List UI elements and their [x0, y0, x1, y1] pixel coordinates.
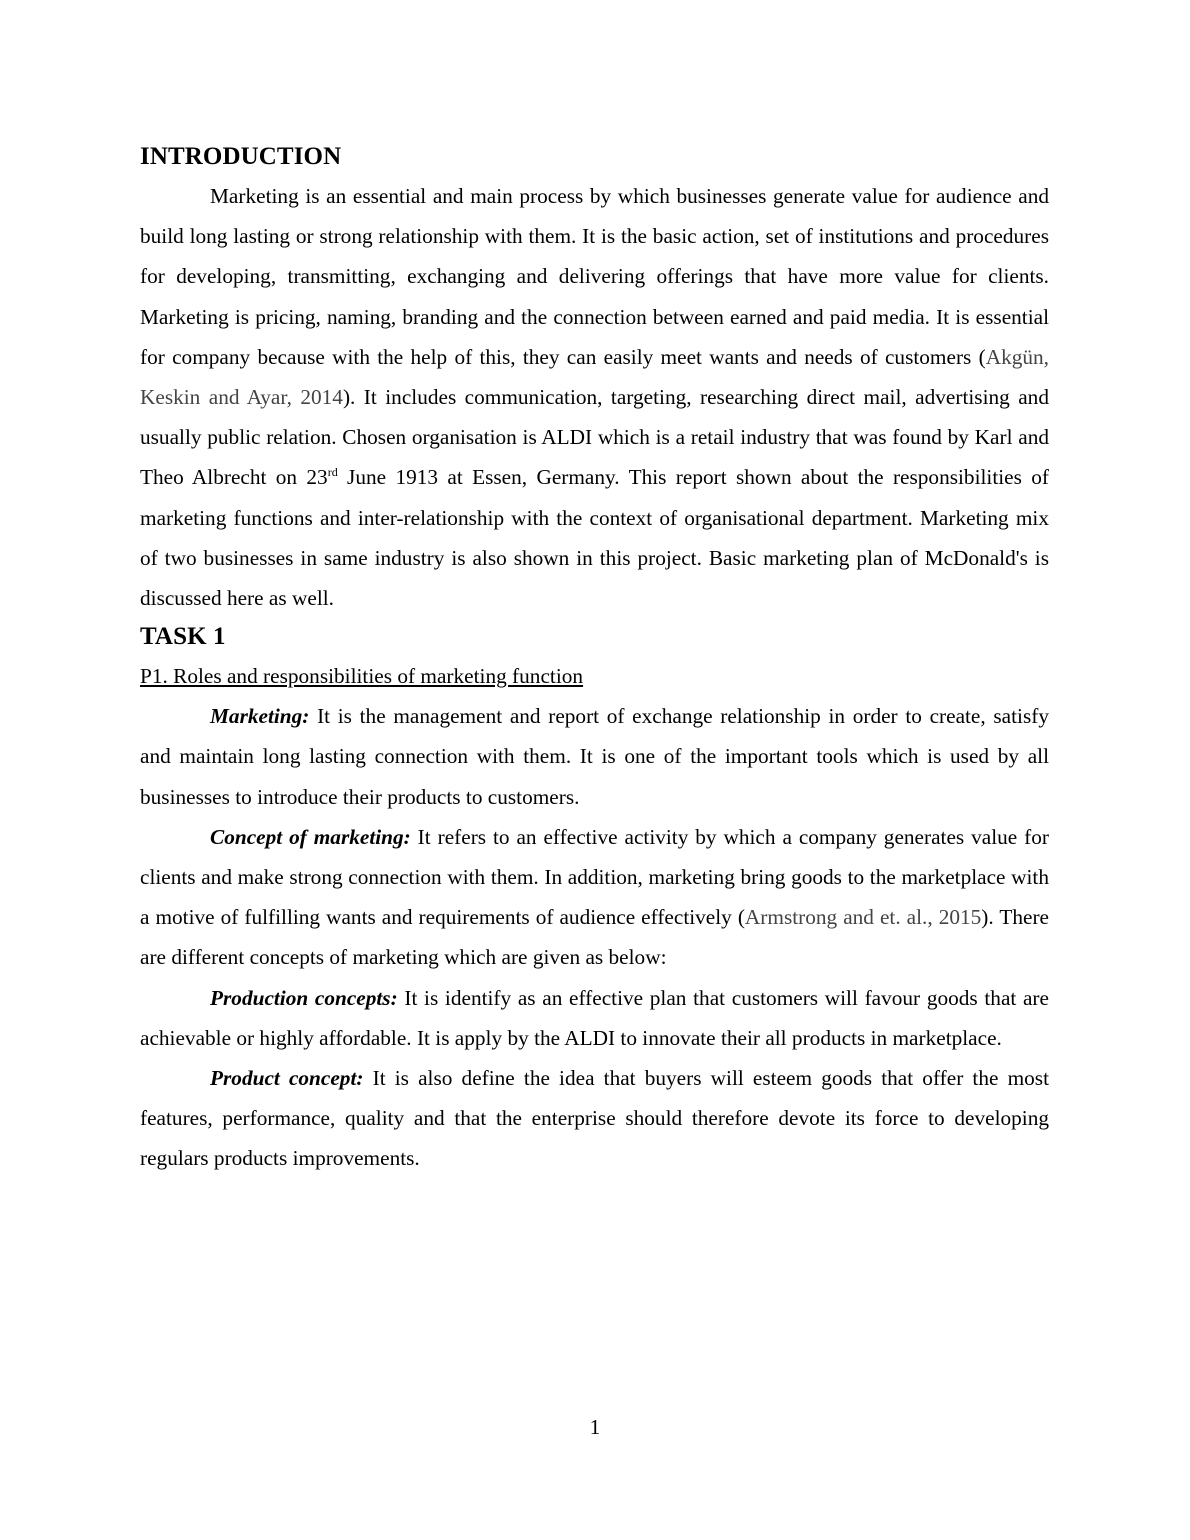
- intro-text-1: Marketing is an essential and main process by which businesses generate value for audience and build long lasting or strong relationship with them. It is the basic action, set of institutions and procedures for developing, transmitting, exchanging and delivering offerings that have more value for clients. Marketing is pricing, naming, branding and the connection between earned and paid media. It is essential for company because with the help of this, they can easily meet wants and needs of customers (: [140, 184, 1049, 369]
- introduction-paragraph: [140, 176, 1049, 618]
- production-paragraph: [140, 978, 1049, 1058]
- marketing-lead: Marketing:: [210, 704, 310, 729]
- intro-text-3: June 1913 at Essen, Germany. This report shown about the responsibilities of marketing functions and inter-relationship with the context of organisational department. Marketing mix of two businesses in same industry is also shown in this project. Basic marketing plan of McDonald's is discussed here as well.: [140, 465, 1049, 611]
- marketing-text: It is the management and report of exchange relationship in order to create, satisfy and maintain long lasting connection with them. It is one of the important tools which is used by all businesses to introduce their products to customers.: [140, 704, 1049, 809]
- page-number: 1: [589, 1415, 601, 1439]
- marketing-paragraph: [140, 696, 1049, 817]
- intro-text-2: ). It includes communication, targeting, researching direct mail, advertising and usually public relation. Chosen organisation is ALDI which is a retail industry that was found by Karl and Theo Albrecht on 23: [140, 385, 1049, 490]
- product-text: It is also define the idea that buyers will esteem goods that offer the most features, performance, quality and that the enterprise should therefore devote its force to developing regulars products improvements.: [140, 1066, 1049, 1171]
- concept-text-1: It refers to an effective activity by which a company generates value for clients and make strong connection with them. In addition, marketing bring goods to the marketplace with a motive of fulfilling wants and requirements of audience effectively (: [140, 824, 1049, 930]
- concept-paragraph: [140, 817, 1049, 978]
- product-paragraph: [140, 1058, 1049, 1179]
- production-text: It is identify as an effective plan that customers will favour goods that are achievable or highly affordable. It is apply by the ALDI to innovate their all products in marketplace.: [140, 985, 1049, 1050]
- document-page: [140, 138, 1049, 1179]
- concept-citation: Armstrong and et. al., 2015: [744, 905, 982, 930]
- product-lead: Product concept:: [210, 1066, 364, 1091]
- concept-lead: Concept of marketing:: [210, 824, 411, 849]
- concept-text-2: ). There are different concepts of marketing which are given as below:: [140, 905, 1049, 970]
- task1-heading: TASK 1: [140, 623, 226, 651]
- intro-superscript: rd: [327, 465, 338, 480]
- intro-citation: Akgün, Keskin and Ayar, 2014: [140, 344, 1049, 410]
- production-lead: Production concepts:: [210, 985, 398, 1010]
- task1-subheading: P1. Roles and responsibilities of marketing function: [140, 664, 584, 689]
- introduction-heading: INTRODUCTION: [140, 143, 342, 170]
